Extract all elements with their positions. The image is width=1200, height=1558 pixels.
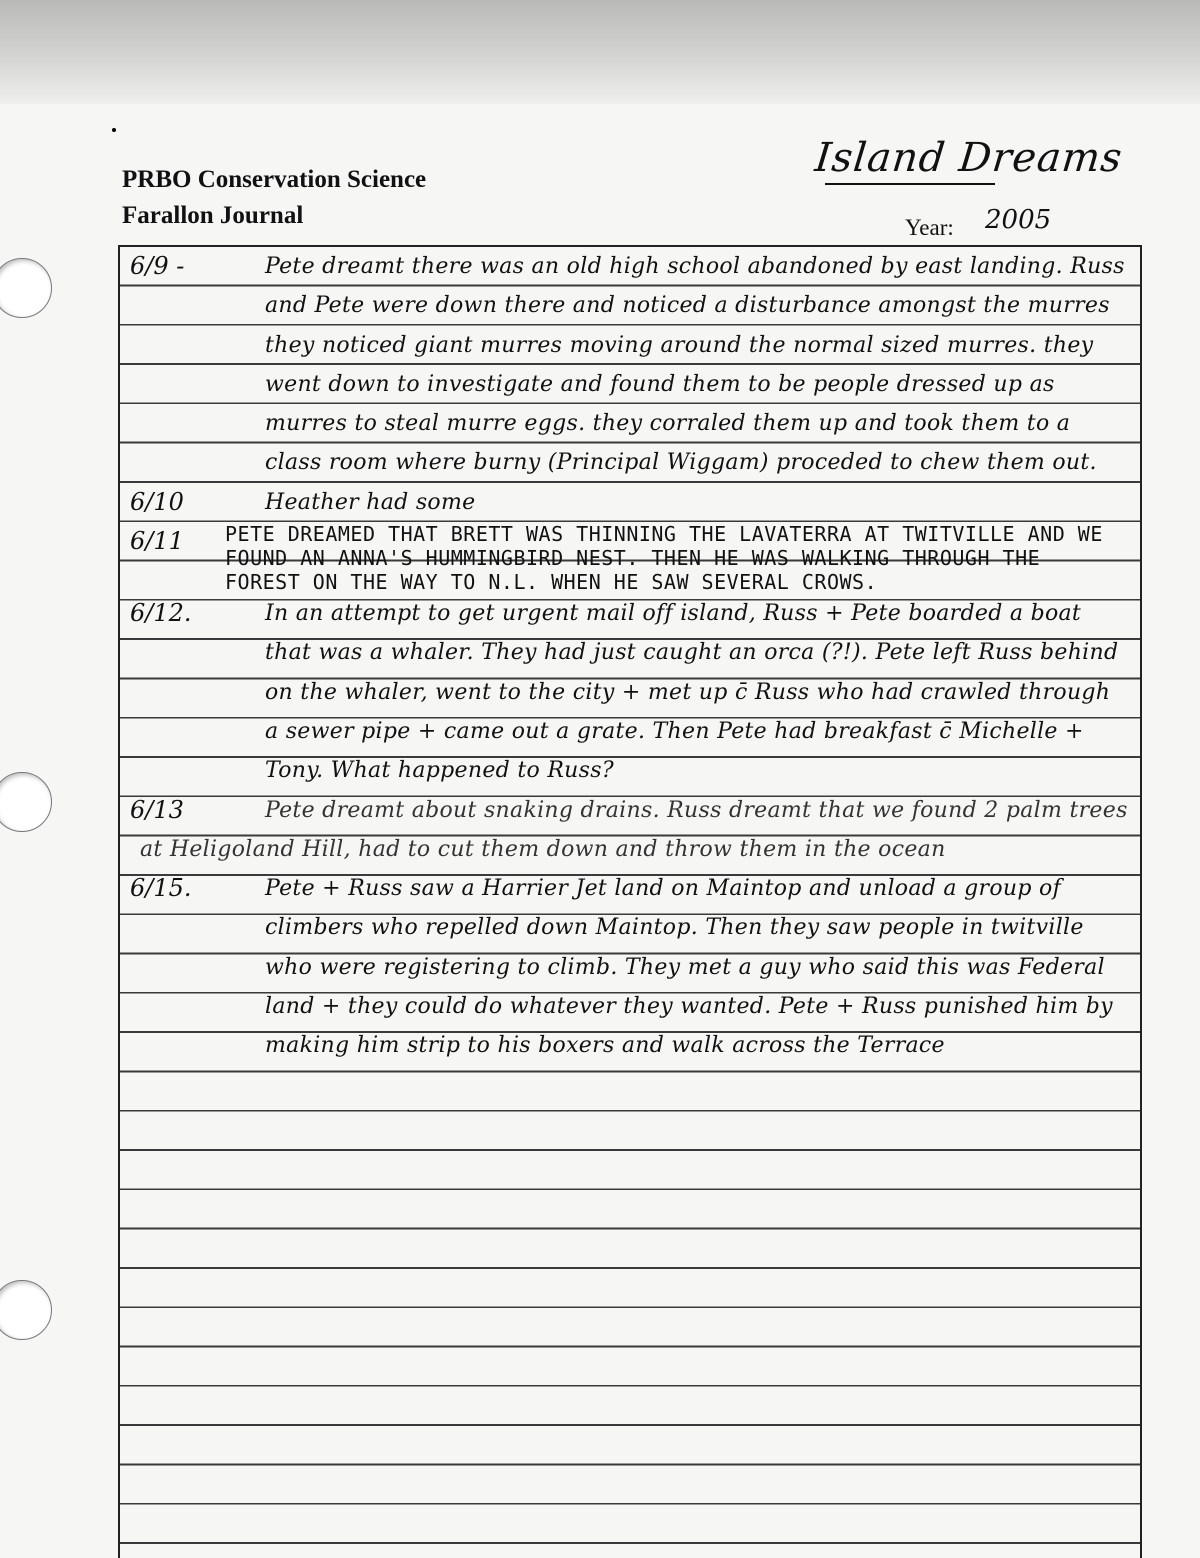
entry-text: Heather had some [265, 489, 476, 515]
binder-hole [0, 772, 52, 832]
entry-text: Pete dreamt about snaking drains. Russ dreamt that we found 2 palm trees at Heligoland Hill, had to cut them down and throw them in the ocean [140, 797, 1128, 862]
title-underline [825, 183, 995, 185]
journal-entries [120, 247, 1140, 1066]
journal-lined-box [118, 245, 1142, 1558]
entry-text: PETE DREAMED THAT BRETT WAS THINNING THE LAVATERRA AT TWITVILLE AND WE FOUND AN ANNA'S HUMMINGBIRD NEST. THEN HE WAS WALKING THROUGH THE FOREST ON THE WAY TO N.L. WHEN HE SAW SEVERAL CROWS. [225, 522, 1103, 595]
handwritten-title: Island Dreams [812, 135, 1125, 181]
entry-date: 6/11 [130, 527, 184, 556]
scan-top-shadow [0, 0, 1200, 104]
binder-hole [0, 1280, 52, 1340]
entry-date: 6/13 [130, 795, 184, 824]
journal-entry [120, 791, 1140, 870]
ink-dot [112, 128, 116, 132]
journal-entry [120, 869, 1140, 1065]
year-label: Year: [905, 215, 954, 240]
organization-name: PRBO Conservation Science [122, 166, 427, 193]
entry-date: 6/10 [130, 487, 184, 516]
journal-entry [120, 483, 1140, 522]
entry-date: 6/15. [130, 874, 192, 903]
entry-text: Pete dreamt there was an old high school abandoned by east landing. Russ and Pete were down there and noticed a disturbance amongst the murres they noticed giant murres moving around the normal sized murres. they went down to investigate and found them to be people dressed up as murres to steal murre eggs. they corraled them up and took them to a class room where burny (Principal Wiggam) proceded to chew them out. [265, 254, 1125, 476]
journal-title: Farallon Journal [122, 202, 304, 229]
journal-entry [120, 247, 1140, 483]
entry-date: 6/9 - [130, 252, 185, 280]
entry-text: Pete + Russ saw a Harrier Jet land on Maintop and unload a group of climbers who repelled down Maintop. Then they saw people in twitville who were registering to climb. They met a guy who said this was Federal land + they could do whatever they wanted. Pete + Russ punished him by making him strip to his boxers and walk across the Terrace [265, 876, 1113, 1059]
binder-hole [0, 258, 52, 318]
journal-entry [120, 522, 1140, 594]
entry-date: 6/12. [130, 599, 192, 628]
journal-entry [120, 594, 1140, 790]
entry-text: In an attempt to get urgent mail off island, Russ + Pete boarded a boat that was a whaler. They had just caught an orca (?!). Pete left Russ behind on the whaler, went to the city + met up c̄ Russ who had crawled through a sewer pipe + came out a grate. Then Pete had breakfast c̄ Michelle + Tony. What happened to Russ? [265, 601, 1119, 784]
year-value: 2005 [985, 205, 1052, 235]
